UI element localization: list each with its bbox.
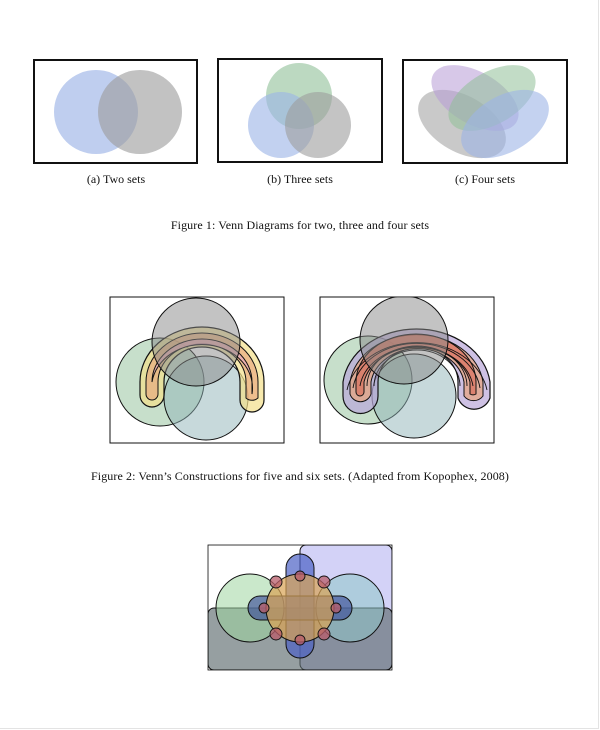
figure-3-graphics <box>0 540 600 675</box>
figure-1 <box>0 0 600 240</box>
figure-2-caption: Figure 2: Venn’s Constructions for five and six sets. (Adapted from Kopophex, 2008) <box>90 469 510 483</box>
venn-seven-sets <box>208 545 392 670</box>
subcaption-b: (b) Three sets <box>267 172 333 186</box>
set-b3-circle <box>285 92 351 158</box>
set6-gray-circle <box>360 296 448 384</box>
subcaption-c: (c) Four sets <box>455 172 515 186</box>
figure-2-graphics <box>0 290 600 450</box>
figure-1-caption: Figure 1: Venn Diagrams for two, three and four sets <box>170 218 430 232</box>
venn-two-sets <box>0 0 600 200</box>
set5-gray-circle <box>152 298 240 386</box>
subcaption-a: (a) Two sets <box>86 172 146 186</box>
set-b-circle <box>98 70 182 154</box>
